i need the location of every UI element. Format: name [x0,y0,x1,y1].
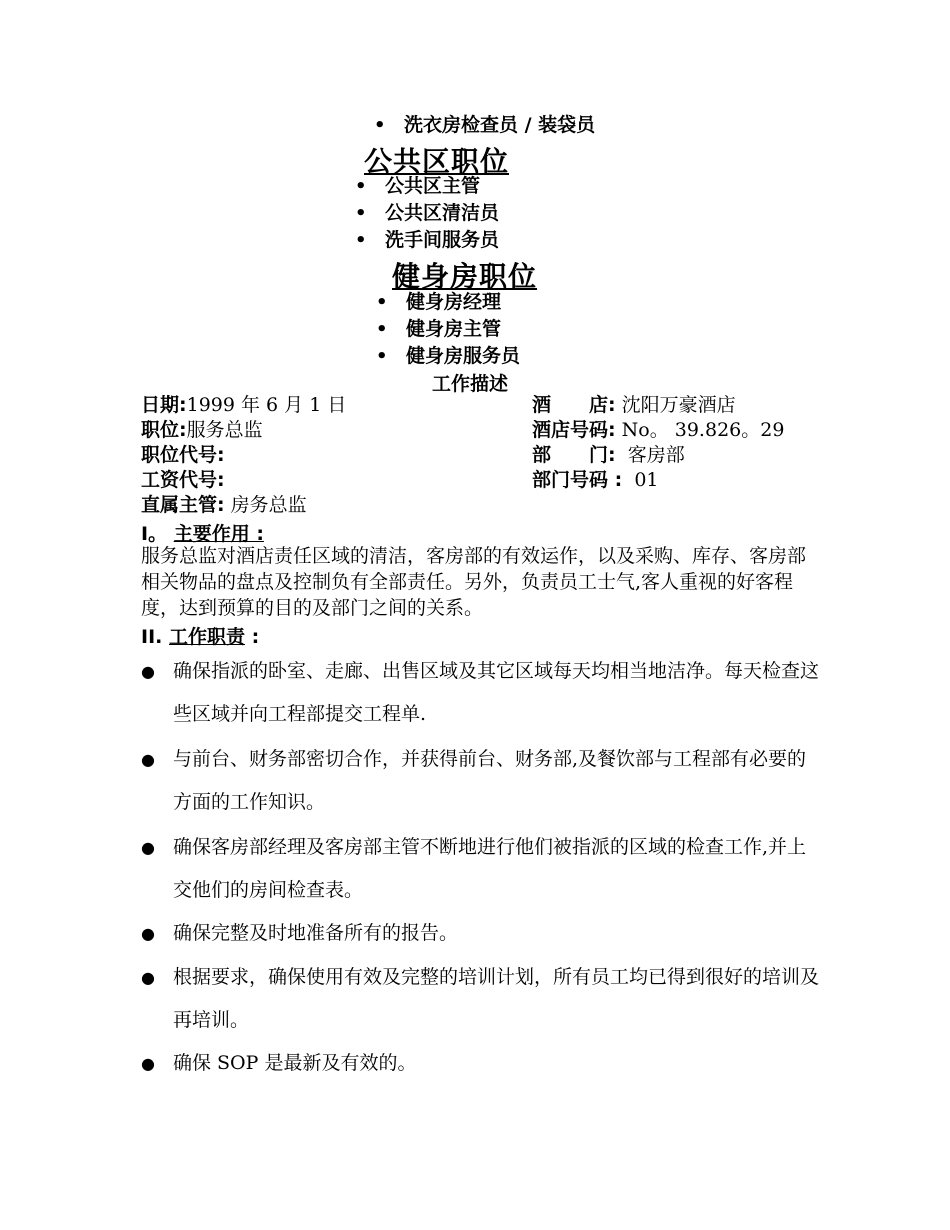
duty-item [141,826,821,912]
duty-text: 确保 SOP 是最新及有效的。 [173,1052,417,1074]
position-code-label: 职位代号: [141,444,225,466]
supervisor-label: 直属主管: [141,494,225,516]
dept-no-label: 部门号码 : [532,469,623,491]
filled-circle-bullet-icon: ● [141,838,155,857]
list-item-label: 洗衣房检查员 / 装袋员 [404,114,596,136]
filled-circle-bullet-icon: ● [141,924,155,943]
section-heading: 主要作用 : [173,523,264,545]
dept-value: 客房部 [627,444,685,466]
filled-circle-bullet-icon: ● [141,662,155,681]
filled-circle-bullet-icon: ● [141,750,155,769]
list-item-label: 公共区清洁员 [385,202,500,224]
position-code-row [141,443,225,468]
duty-text: 根据要求，确保使用有效及完整的培训计划，所有员工均已得到很好的培训及再培训。 [173,966,820,1031]
dept-row [532,443,685,468]
gym-list [376,289,521,370]
date-label: 日期: [141,394,187,416]
list-item-label: 健身房经理 [406,291,502,313]
duty-item [141,650,821,736]
list-item-label: 健身房主管 [406,318,502,340]
hotel-label: 酒 店: [532,394,616,416]
duty-text: 与前台、财务部密切合作，并获得前台、财务部,及餐饮部与工程部有必要的方面的工作知识。 [173,748,807,813]
date-value: 1999 年 6 月 1 日 [186,394,347,416]
duty-item [141,738,821,824]
list-item-label: 健身房服务员 [406,345,521,367]
duty-text: 确保客房部经理及客房部主管不断地进行他们被指派的区域的检查工作,并上交他们的房间检查表。 [173,836,807,901]
section-number: I。 [141,523,168,545]
dept-no-row [532,468,659,493]
list-item [376,289,520,316]
bullet-icon: • [376,319,388,340]
hotel-no-label: 酒店号码: [532,419,616,441]
public-area-list [355,173,500,254]
public-area-heading: 公共区职位 [364,145,510,178]
filled-circle-bullet-icon: ● [141,1054,155,1073]
filled-circle-bullet-icon: ● [141,968,155,987]
duty-item [141,956,821,1042]
list-item [374,112,596,139]
salary-code-label: 工资代号: [141,469,225,491]
section-1-title [141,519,264,546]
supervisor-row [141,493,307,518]
duty-text: 确保完整及时地准备所有的报告。 [173,922,459,944]
date-row [141,393,346,418]
duty-item [141,1042,821,1085]
position-row [141,418,263,443]
hotel-row [532,393,736,418]
section-2-title [141,622,259,649]
dept-no-value: 01 [634,469,659,491]
laundry-position-list [374,112,596,139]
section-heading: 工作职责 [168,626,245,648]
list-item [355,200,500,227]
section-suffix: : [245,626,260,648]
duty-text: 确保指派的卧室、走廊、出售区域及其它区域每天均相当地洁净。每天检查这些区域并向工程部提交工程单. [173,660,820,725]
hotel-no-value: No。 39.826。29 [621,419,785,441]
position-value: 服务总监 [186,419,263,441]
supervisor-value: 房务总监 [230,494,307,516]
duty-item [141,912,821,955]
main-role-paragraph: 服务总监对酒店责任区域的清洁，客房部的有效运作，以及采购、库存、客房部相关物品的盘点及控制负有全部责任。另外，负责员工士气,客人重视的好客程度，达到预算的目的及部门之间的关系。 [141,545,807,619]
bullet-icon: • [355,176,367,197]
list-item [355,227,500,254]
job-description-title: 工作描述 [432,373,509,395]
list-item [355,173,499,200]
hotel-value: 沈阳万豪酒店 [621,394,736,416]
gym-heading: 健身房职位 [392,260,538,293]
bullet-icon: • [376,292,388,313]
bullet-icon: • [376,346,388,367]
list-item-label: 公共区主管 [385,175,481,197]
bullet-icon: • [355,230,367,251]
hotel-no-row [532,418,784,443]
list-item [376,343,521,370]
bullet-icon: • [374,115,386,136]
salary-code-row [141,468,225,493]
dept-label: 部 门: [532,444,616,466]
section-number: II. [141,626,163,648]
list-item [376,316,520,343]
position-label: 职位: [141,419,187,441]
list-item-label: 洗手间服务员 [385,229,500,251]
bullet-icon: • [355,203,367,224]
